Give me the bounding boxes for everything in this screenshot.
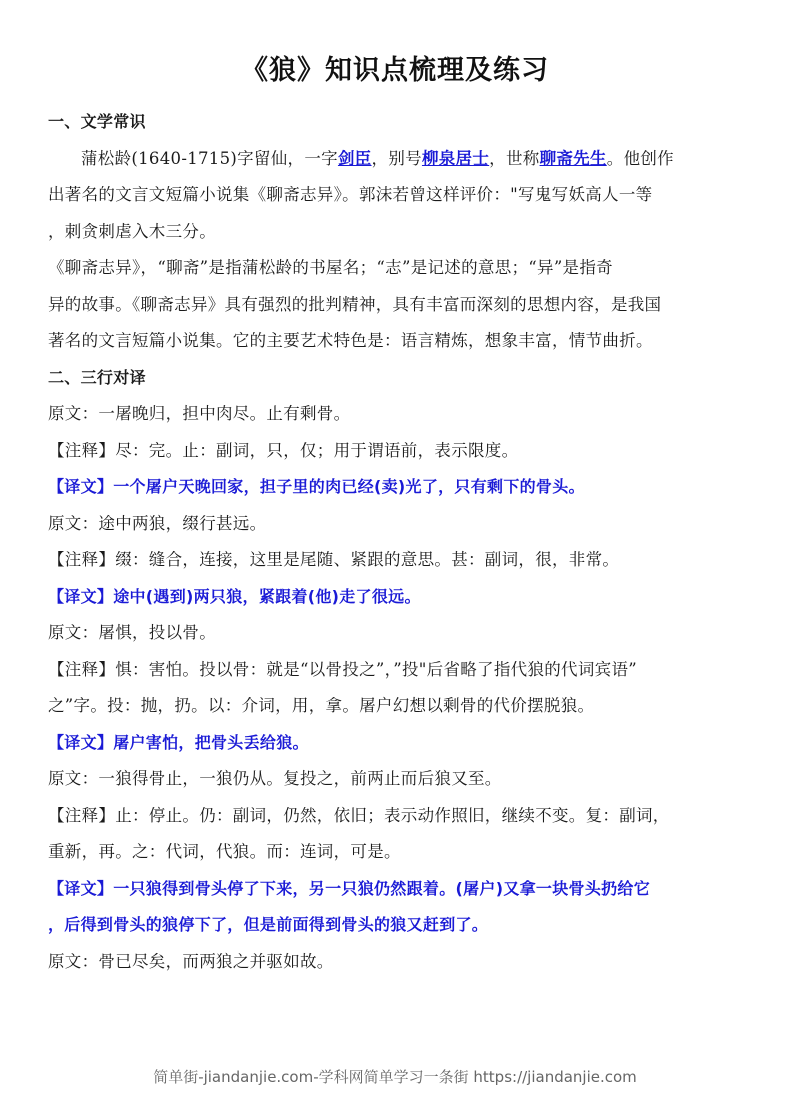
original-text-line: 原文：一屠晚归，担中肉尽。止有剩骨。 [48,404,351,423]
annotation-line: 【注释】惧：害怕。投以骨：就是“以骨投之”，”投"后省略了指代狼的代词宾语” [48,659,637,679]
liaozhai-paragraph-line-3: 著名的文言短篇小说集。它的主要艺术特色是：语言精炼，想象丰富，情节曲折。 [48,331,653,350]
link-liaozhaixiansheng[interactable]: 聊斋先生 [539,148,607,168]
original-text-line: 原文：屠惧，投以骨。 [48,623,216,642]
author-paragraph-line-3: ，刺贪刺虐入木三分。 [48,221,216,241]
link-liuquanjushi[interactable]: 柳泉居士 [421,148,490,168]
liaozhai-paragraph-line-1: 《聊斋志异》，“聊斋”是指蒲松龄的书屋名；“志”是记述的意思；“异”是指奇 [48,258,613,277]
document-body [48,104,748,980]
liaozhai-paragraph-line-2: 异的故事。《聊斋志异》具有强烈的批判精神，具有丰富而深刻的思想内容，是我国 [48,294,662,314]
original-text-line: 原文：骨已尽矣，而两狼之并驱如故。 [48,951,334,971]
translation-line: 【译文】一个屠户天晚回家，担子里的肉已经(卖)光了，只有剩下的骨头。 [48,477,585,496]
text: ，世称 [489,148,540,168]
text: ，别号 [371,148,422,168]
section-heading-translation: 二、三行对译 [48,367,146,387]
text: 蒲松龄(1640-1715)字留仙，一字 [81,148,338,168]
author-paragraph-line-1 [48,141,748,178]
annotation-line: 【注释】尽：完。止：副词，只，仅；用于谓语前，表示限度。 [48,440,519,460]
translation-line: ，后得到骨头的狼停下了，但是前面得到骨头的狼又赶到了。 [48,915,489,934]
original-text-line: 原文：途中两狼，缀行甚远。 [48,513,267,533]
page-title: 《狼》知识点梳理及练习 [241,55,549,86]
text: 。他创作 [606,148,674,168]
footer-watermark: 简单街-jiandanjie.com-学科网简单学习一条街 https://jiandanjie.com [153,1068,637,1086]
link-jianchen[interactable]: 剑臣 [337,148,372,168]
annotation-line: 之”字。投：抛，扔。以：介词，用，拿。屠户幻想以剩骨的代价摆脱狼。 [48,696,595,715]
author-paragraph-line-2: 出著名的文言文短篇小说集《聊斋志异》。郭沫若曾这样评价："写鬼写妖高人一等 [48,185,653,204]
section-heading-literary: 一、文学常识 [48,112,146,131]
original-text-line: 原文：一狼得骨止，一狼仍从。复投之，前两止而后狼又至。 [48,769,502,788]
translation-line: 【译文】屠户害怕，把骨头丢给狼。 [48,732,309,752]
annotation-line: 【注释】缀：缝合，连接，这里是尾随、紧跟的意思。甚：副词，很，非常。 [48,550,620,569]
annotation-line: 【注释】止：停止。仍：副词，仍然，依旧；表示动作照旧，继续不变。复：副词， [48,805,670,825]
annotation-line: 重新，再。之：代词，代狼。而：连词，可是。 [48,842,401,861]
translation-line: 【译文】一只狼得到骨头停了下来，另一只狼仍然跟着。(屠户)又拿一块骨头扔给它 [48,878,651,898]
translation-line: 【译文】途中(遇到)两只狼，紧跟着(他)走了很远。 [48,586,421,606]
